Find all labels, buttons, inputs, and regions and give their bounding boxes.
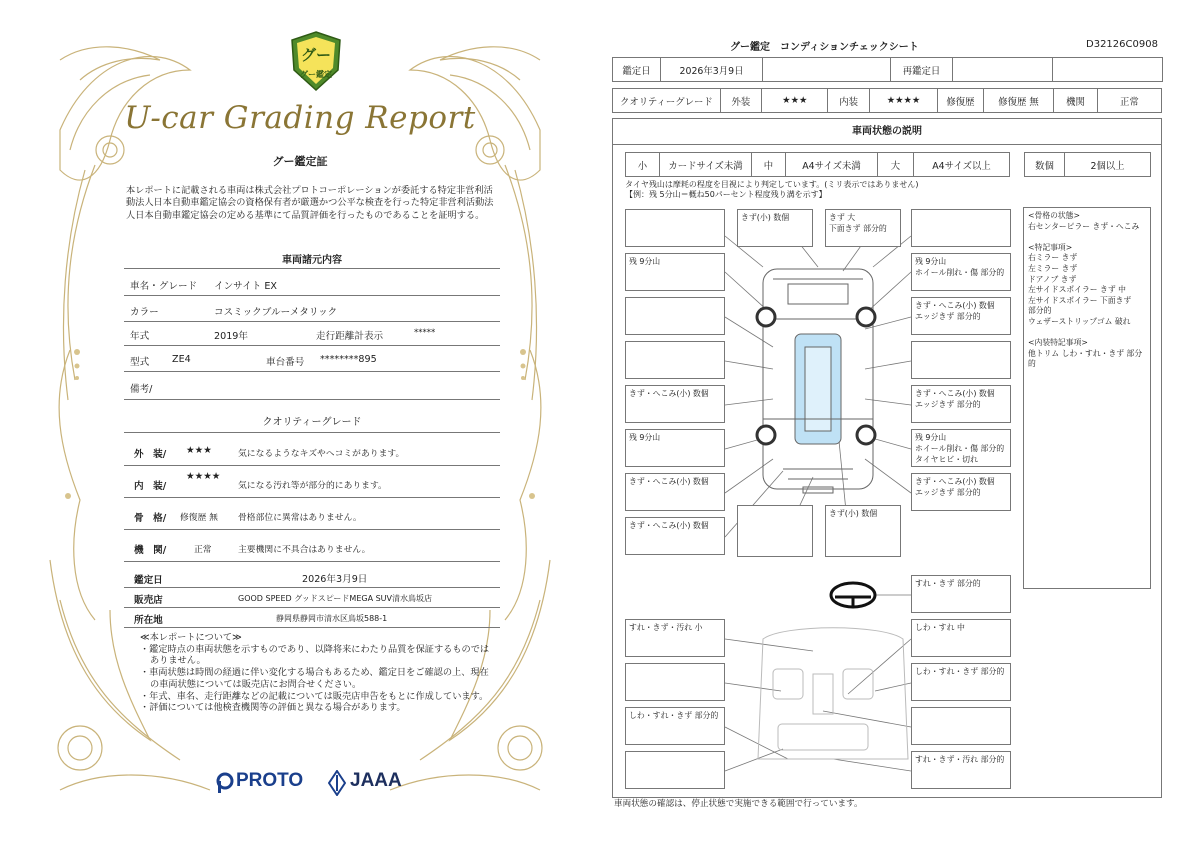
year-label: 年式	[130, 331, 150, 342]
remark-line	[1028, 232, 1146, 243]
proto-logo-icon	[216, 772, 234, 794]
address-value: 静岡県静岡市清水区鳥坂588-1	[276, 614, 388, 623]
dealer-label: 販売店	[134, 595, 163, 606]
damage-box-front-left	[625, 209, 725, 247]
grade-label: 機 関/	[134, 545, 167, 556]
model-value: ZE4	[172, 354, 191, 365]
certificate-statement: 本レポートに記載される車両は株式会社プロトコーポレーションが委託する特定非営利活動法人日本自動車鑑定協会の資格保有者が厳選かつ公平な検査を行った特定非営利活動法人日本自動車鑑定協会の定める基準にて品質評価を行ったものであることを証明する。	[126, 185, 494, 221]
car-interior-view	[758, 628, 908, 759]
remark-line: <内装特記事項>	[1028, 338, 1088, 348]
reinspect-blank	[1053, 58, 1163, 82]
size-large-desc: A4サイズ以上	[914, 153, 1010, 177]
spec-row-model	[124, 346, 500, 372]
grade-label: 外 装/	[134, 449, 167, 460]
spec-row-color	[124, 296, 500, 322]
inspection-date-value: 2026年3月9日	[302, 574, 368, 585]
jaaa-wordmark: JAAA	[350, 770, 402, 791]
dealer-value: GOOD SPEED グッドスピードMEGA SUV清水鳥坂店	[238, 594, 432, 603]
damage-box-left-rear-fender: きず・へこみ(小) 数個	[625, 473, 725, 511]
size-small-desc: カードサイズ未満	[660, 153, 752, 177]
remark-line: <特記事項>	[1028, 242, 1073, 252]
chassis-value: ********895	[320, 354, 377, 365]
tire-box-rear-left: 残 9分山	[625, 429, 725, 467]
grade-row-interior	[124, 466, 500, 498]
grade-comment: 気になる汚れ等が部分的にあります。	[238, 481, 387, 491]
dealer-row	[124, 588, 500, 608]
damage-box-front-left-2: きず(小) 数個	[737, 209, 813, 247]
count-label: 数個	[1025, 153, 1065, 177]
name-value: インサイト EX	[214, 281, 277, 292]
count-desc: 2個以上	[1065, 153, 1151, 177]
sheet-id: D32126C0908	[1086, 39, 1158, 50]
grade-row-engine	[124, 530, 500, 562]
desc-title: 車両状態の説明	[613, 119, 1161, 145]
grade-value: ★★★	[186, 445, 212, 456]
exterior-value: ★★★	[762, 89, 828, 113]
reinspect-label: 再鑑定日	[891, 58, 953, 82]
grade-label: 骨 格/	[134, 513, 167, 524]
steering-wheel-icon	[831, 583, 875, 607]
remark-line: 部分的	[1028, 306, 1052, 316]
remark-line: ウェザーストリップゴム 破れ	[1028, 316, 1131, 326]
condition-check-sheet	[600, 0, 1200, 848]
size-mid-desc: A4サイズ未満	[786, 153, 878, 177]
exterior-label: 外装	[720, 89, 761, 113]
tire-box-front-right: 残 9分山 ホイール削れ・傷 部分的	[911, 253, 1011, 291]
grade-heading: クオリティーグレード	[262, 417, 362, 428]
remark-line: 右ミラー きず	[1028, 253, 1078, 263]
car-top-view	[763, 269, 873, 493]
remark-line	[1028, 328, 1146, 339]
grade-comment: 気になるようなキズやヘコミがあります。	[238, 449, 405, 459]
damage-box-rear-left: きず・へこみ(小) 数個	[625, 517, 725, 555]
mileage-label: 走行距離計表示	[316, 331, 384, 342]
damage-box-right-door-rear: きず・へこみ(小) 数個 エッジきず 部分的	[911, 385, 1011, 423]
size-small-label: 小	[626, 153, 660, 177]
grade-row-frame	[124, 498, 500, 530]
grade-value: 正常	[194, 545, 212, 555]
brand-logos	[216, 770, 416, 800]
tire-note-line: 【例：残 5分山＝概ね50パーセント程度残り溝を示す】	[625, 190, 827, 199]
interior-value: ★★★★	[869, 89, 937, 113]
address-label: 所在地	[134, 615, 163, 626]
damage-box-rear-bumper-left	[737, 505, 813, 557]
interior-box-front-right: しわ・すれ 中	[911, 619, 1011, 657]
grade-label: 内 装/	[134, 481, 167, 492]
goo-kantei-badge-icon	[288, 30, 344, 92]
size-mid-label: 中	[752, 153, 786, 177]
leader-lines	[725, 229, 911, 771]
tire-note-line: タイヤ残山は摩耗の程度を目視により判定しています。(ミリ表示ではありません)	[625, 180, 919, 189]
interior-box-left-trim: しわ・すれ・きず 部分的	[625, 707, 725, 745]
notes-title: ≪本レポートについて≫	[140, 632, 242, 643]
interior-box-rear-left	[625, 751, 725, 789]
interior-box-steering: すれ・きず 部分的	[911, 575, 1011, 613]
engine-label: 機関	[1054, 89, 1098, 113]
remark-line: 他トリム しわ・すれ・きず 部分的	[1028, 348, 1143, 369]
spec-row-name	[124, 270, 500, 296]
divider	[124, 432, 500, 433]
inspection-date-row	[124, 566, 500, 588]
remark-line: 左サイドスポイラー きず 中	[1028, 285, 1126, 295]
report-notes	[140, 632, 490, 714]
reinspect-value	[953, 58, 1053, 82]
grade-row-exterior	[124, 434, 500, 466]
certificate-title: グー鑑定証	[272, 155, 328, 168]
spec-heading: 車両諸元内容	[282, 255, 342, 266]
damage-box-front-bumper: きず 大 下面きず 部分的	[825, 209, 901, 247]
size-large-label: 大	[878, 153, 914, 177]
interior-box-rear-seat: すれ・きず・汚れ 部分的	[911, 751, 1011, 789]
grade-value: 修復歴 無	[180, 513, 218, 523]
interior-box-front-left-seat	[625, 663, 725, 701]
note-item: ・鑑定時点の車両状態を示すものであり、以降将来にわたり品質を保証するものではありません。	[140, 643, 490, 667]
note-item: ・年式、車名、走行距離などの記載については販売店申告をもとに作成しています。	[140, 690, 489, 702]
damage-box-right-fender: きず・へこみ(小) 数個 エッジきず 部分的	[911, 297, 1011, 335]
name-label: 車名・グレード	[130, 281, 198, 292]
remarks-panel	[1023, 207, 1151, 589]
damage-box-right-door-front	[911, 341, 1011, 379]
remark-line: 右センターピラー きず・へこみ	[1028, 221, 1140, 231]
chassis-label: 車台番号	[266, 357, 305, 368]
note-item: ・車両状態は時間の経過に伴い変化する場合もあるため、鑑定日をご確認の上、現在の車両状態については販売店にお問合せください。	[140, 667, 489, 690]
remarks-label: 備考/	[130, 384, 153, 395]
grade-comment: 主要機関に不具合はありません。	[238, 545, 371, 555]
script-title: U-car Grading Report	[124, 100, 476, 136]
damage-box-left-door-rear: きず・へこみ(小) 数個	[625, 385, 725, 423]
interior-label: 内装	[828, 89, 869, 113]
date-label: 鑑定日	[613, 58, 661, 82]
interior-box-dashboard: すれ・きず・汚れ 小	[625, 619, 725, 657]
damage-box-right-rear-fender: きず・へこみ(小) 数個 エッジきず 部分的	[911, 473, 1011, 511]
note-item: ・評価については他検査機関等の評価と異なる場合があります。	[140, 702, 406, 714]
model-label: 型式	[130, 357, 150, 368]
damage-box-left-door-front	[625, 341, 725, 379]
damage-box-rear-bumper: きず(小) 数個	[825, 505, 901, 557]
color-label: カラー	[130, 307, 159, 318]
proto-wordmark: PROTO	[236, 770, 304, 791]
remark-line: <骨格の状態>	[1028, 211, 1081, 220]
color-value: コスミックブルーメタリック	[214, 307, 338, 318]
repair-label: 修復歴	[938, 89, 984, 113]
remark-line: 左ミラー きず	[1028, 263, 1078, 273]
svg-text:グー: グー	[300, 46, 332, 64]
remark-line: ドアノブ きず	[1028, 274, 1077, 284]
inspection-date-label: 鑑定日	[134, 575, 163, 586]
divider	[124, 268, 500, 269]
footer-note: 車両状態の確認は、停止状態で実施できる範囲で行っています。	[614, 799, 863, 809]
mileage-value: *****	[414, 328, 436, 338]
grade-value: ★★★★	[186, 471, 221, 482]
vehicle-condition-panel	[612, 118, 1162, 798]
interior-box-front-right-seat: しわ・すれ・きず 部分的	[911, 663, 1011, 701]
tire-box-front-left: 残 9分山	[625, 253, 725, 291]
repair-value: 修復歴 無	[983, 89, 1053, 113]
remark-line: 左サイドスポイラー 下面きず	[1028, 295, 1132, 305]
date-value: 2026年3月9日	[661, 58, 763, 82]
year-value: 2019年	[214, 331, 249, 342]
damage-box-front-right	[911, 209, 1011, 247]
engine-value: 正常	[1097, 89, 1161, 113]
badge-label: グー鑑定	[300, 70, 332, 79]
date-table	[612, 57, 1163, 82]
jaaa-logo-icon	[328, 770, 346, 796]
grade-table	[612, 88, 1162, 113]
grade-label: クオリティーグレード	[613, 89, 721, 113]
spec-row-remarks	[124, 372, 500, 400]
date-blank	[763, 58, 891, 82]
grade-comment: 骨格部位に異常はありません。	[238, 513, 362, 523]
tire-box-rear-right: 残 9分山 ホイール削れ・傷 部分的 タイヤヒビ・切れ	[911, 429, 1011, 467]
interior-box-center	[911, 707, 1011, 745]
damage-box-left-fender	[625, 297, 725, 335]
address-row	[124, 608, 500, 628]
sheet-title: グー鑑定 コンディションチェックシート	[730, 42, 919, 53]
spec-row-year	[124, 322, 500, 346]
